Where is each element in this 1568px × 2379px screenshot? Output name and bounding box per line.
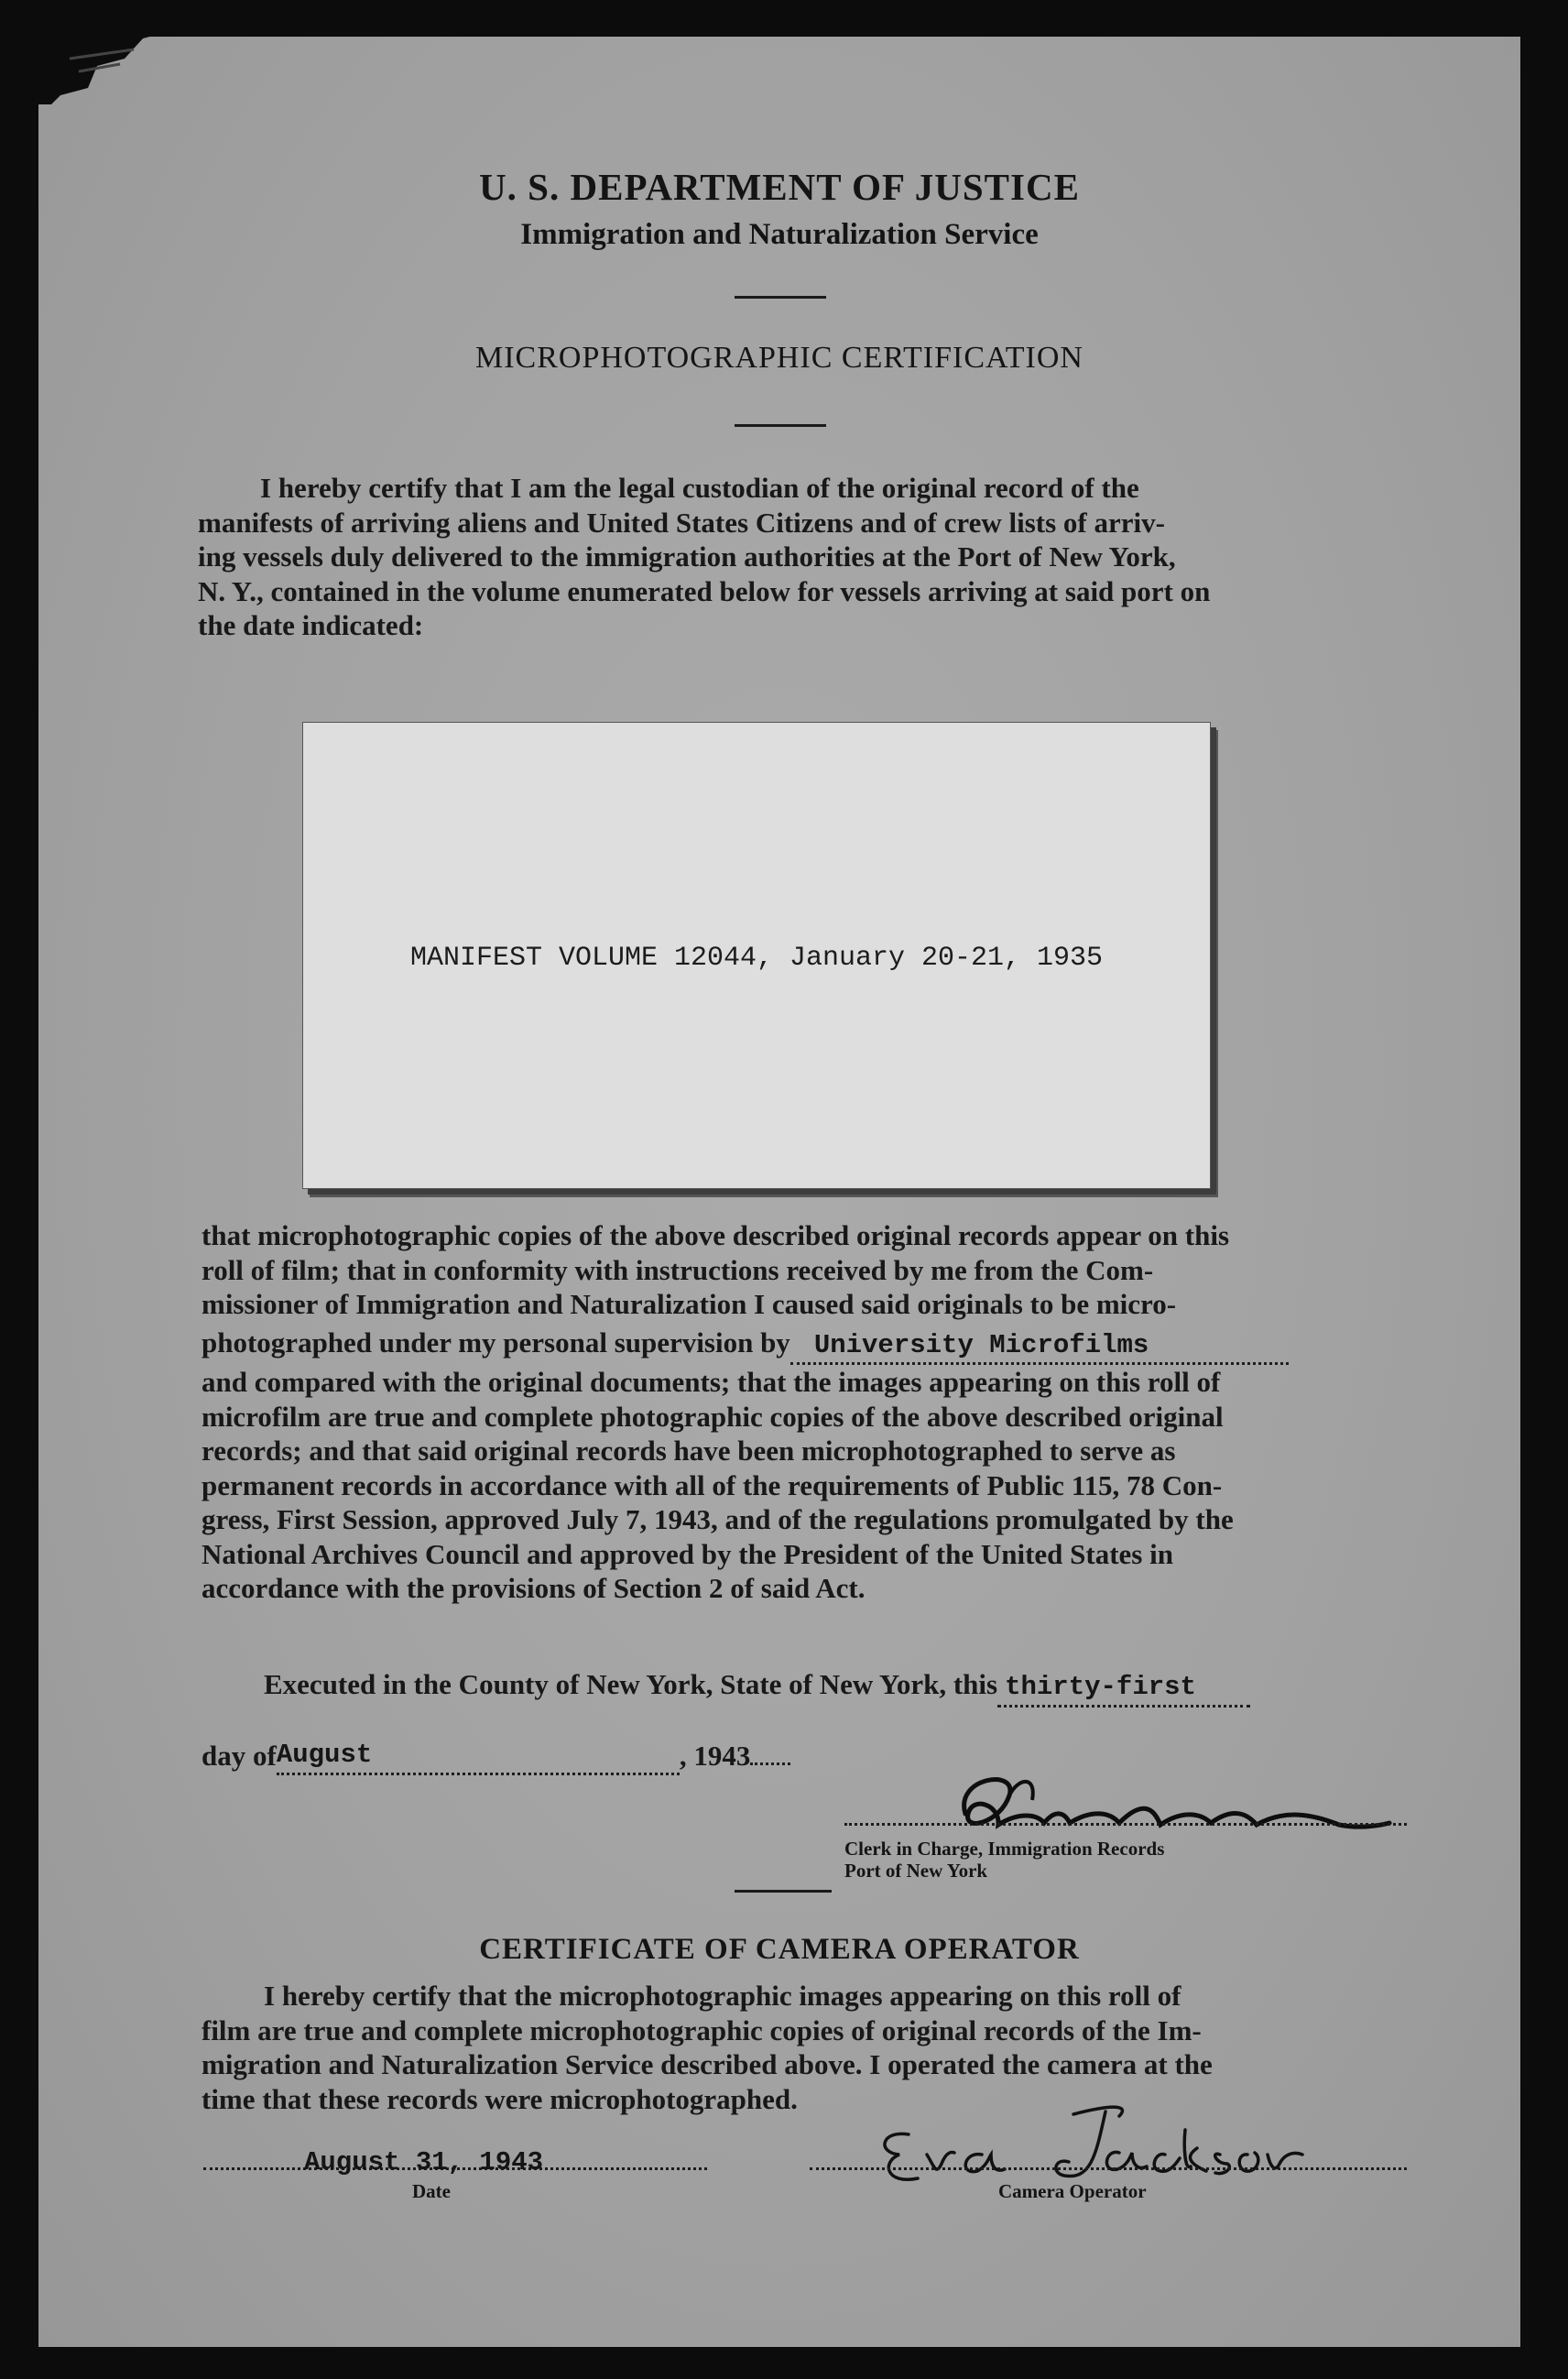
intro-line: the date indicated: [198,609,424,641]
body-line: microfilm are true and complete photographic copies of the above described original [201,1400,1224,1433]
camera-line: film are true and complete microphotographic copies of original records of the Im- [201,2013,1202,2046]
date-label: Date [412,2180,451,2202]
executed-day-fill [997,1667,1250,1708]
camera-operator-line [810,2167,1407,2170]
manifest-volume-text: MANIFEST VOLUME 12044, January 20-21, 1935 [409,943,1104,974]
manifest-volume-card [302,722,1211,1189]
camera-operator-signature [844,2098,1321,2189]
body-line-with-fill [201,1326,1401,1366]
certification-title: MICROPHOTOGRAPHIC CERTIFICATION [474,341,1083,375]
body-line: National Archives Council and approved by the President of the United States in [201,1537,1173,1570]
intro-line: N. Y., contained in the volume enumerated below for vessels arriving at said port on [198,574,1211,607]
certificate-sheet [38,37,1520,2347]
executed-statement [201,1667,1429,1708]
microfilmer-value: University Microfilms [813,1329,1149,1360]
body-line: that microphotographic copies of the above described original records appear on this [201,1219,1230,1251]
intro-line: manifests of arriving aliens and United States Citizens and of crew lists of arriv- [198,506,1165,539]
corner-tape-mark [33,31,170,104]
service-subheading: Immigration and Naturalization Service [520,218,1039,251]
camera-line: I hereby certify that the microphotographic images appearing on this roll of [264,1980,1181,2012]
camera-line: time that these records were microphotographed. [201,2082,798,2115]
intro-line: I hereby certify that I am the legal custodian of the original record of the [260,472,1139,504]
clerk-title-line: Port of New York [844,1860,988,1882]
year-text: , 1943 [679,1740,751,1772]
divider [735,296,826,299]
department-heading: U. S. DEPARTMENT OF JUSTICE [479,166,1080,208]
month-value: August [276,1740,373,1770]
body-line: records; and that said original records have been microphotographed to serve as [201,1435,1176,1467]
intro-paragraph [198,471,1399,643]
executed-day-value: thirty-first [1005,1672,1196,1702]
executed-prefix: Executed in the County of New York, State of New York, this [264,1668,998,1700]
year-fill [750,1762,790,1765]
camera-operator-label: Camera Operator [998,2180,1147,2202]
camera-line: migration and Naturalization Service described above. I operated the camera at the [201,2048,1213,2080]
body-line: gress, First Session, approved July 7, 1943, and of the regulations promulgated by the [201,1503,1234,1535]
clerk-signature-line [844,1823,1407,1826]
intro-line: ing vessels duly delivered to the immigration authorities at the Port of New York, [198,540,1176,573]
day-of-label: day of [201,1740,277,1772]
body-line: permanent records in accordance with all of the requirements of Public 115, 78 Con- [201,1468,1223,1501]
camera-operator-paragraph [201,1979,1403,2116]
divider [735,1890,832,1893]
month-fill [277,1735,680,1775]
body-line-prefix: photographed under my personal supervision by [201,1326,790,1359]
certification-body [201,1218,1401,1606]
camera-operator-heading: CERTIFICATE OF CAMERA OPERATOR [479,1933,1080,1966]
body-line: and compared with the original documents; that the images appearing on this roll of [201,1366,1221,1398]
microfilmer-fill [790,1326,1289,1366]
clerk-signature [881,1759,1394,1850]
body-line: missioner of Immigration and Naturalization I caused said originals to be micro- [201,1288,1177,1320]
divider [735,424,826,427]
body-line: accordance with the provisions of Section 2 of said Act. [201,1572,866,1604]
clerk-title-line: Clerk in Charge, Immigration Records [844,1838,1165,1860]
date-value: August 31, 1943 [304,2147,544,2177]
body-line: roll of film; that in conformity with instructions received by me from the Com- [201,1253,1154,1286]
clerk-title [844,1838,1164,1882]
